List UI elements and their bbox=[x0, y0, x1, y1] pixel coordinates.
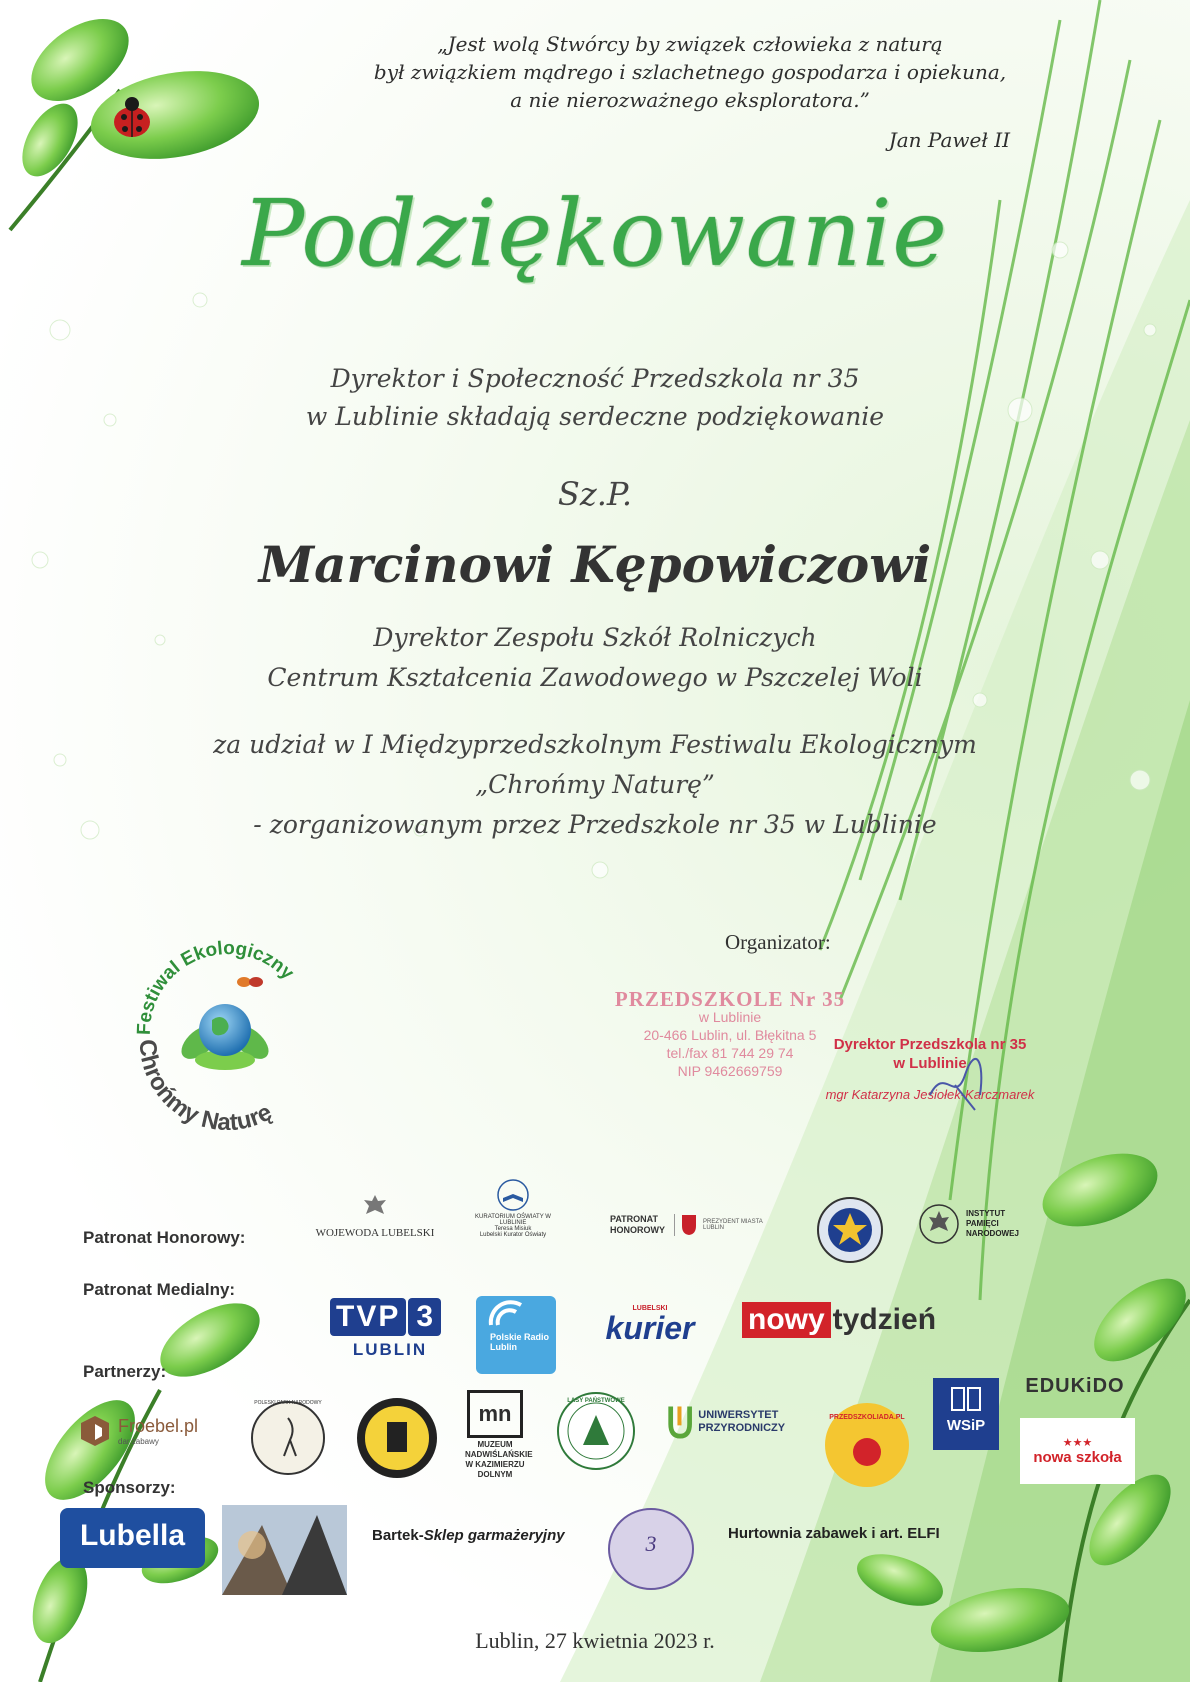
froebel-sub: dar zabawy bbox=[118, 1437, 159, 1446]
role-line: Centrum Kształcenia Zawodowego w Pszczelej Woli bbox=[267, 663, 923, 692]
quote-block bbox=[370, 30, 1010, 114]
ipn-emblem-icon bbox=[918, 1203, 960, 1245]
wsip-text: WSiP bbox=[946, 1417, 986, 1434]
patronat-medialny-label: Patronat Medialny: bbox=[83, 1280, 236, 1299]
stamp-school-name: PRZEDSZKOLE Nr 35 bbox=[614, 987, 846, 1011]
quote-line: a nie nierozważnego eksploratora.” bbox=[510, 88, 870, 112]
radio-lublin-logo bbox=[476, 1296, 556, 1374]
role-line: Dyrektor Zespołu Szkół Rolniczych bbox=[373, 623, 817, 652]
intro-line: w Lublinie składają serdeczne podziękowanie bbox=[305, 402, 885, 431]
intro-block bbox=[0, 360, 1190, 436]
reason-line: za udział w I Międzyprzedszkolnym Festiwalu Ekologicznym bbox=[213, 730, 977, 759]
quote-line: był związkiem mądrego i szlachetnego gospodarza i opiekuna, bbox=[373, 60, 1007, 84]
hurtownia-sponsor: Hurtownia zabawek i art. ELFI bbox=[728, 1525, 940, 1542]
wsip-logo bbox=[933, 1378, 999, 1450]
roztoczanski-park-logo bbox=[357, 1398, 437, 1478]
salutation: Sz.P. bbox=[557, 475, 633, 513]
book-icon bbox=[493, 1178, 533, 1212]
ipn-text: INSTYTUT PAMIĘCI NARODOWEJ bbox=[966, 1209, 1019, 1238]
wojewoda-text: WOJEWODA LUBELSKI bbox=[315, 1227, 435, 1239]
patronat-honorowy-label: Patronat Honorowy: bbox=[83, 1228, 246, 1247]
stamp-school-phone: tel./fax 81 744 29 74 bbox=[666, 1045, 794, 1061]
director-stamp-line2: w Lublinie bbox=[893, 1055, 967, 1072]
kuratorium-logo bbox=[468, 1178, 558, 1258]
nowa-szkola-logo bbox=[1020, 1418, 1135, 1484]
bartek-sponsor bbox=[372, 1527, 565, 1544]
prezydent-text: PREZYDENT MIASTA LUBLIN bbox=[703, 1219, 763, 1231]
intro-line: Dyrektor i Społeczność Przedszkola nr 35 bbox=[330, 364, 860, 393]
kuratorium-title: KURATORIUM OŚWIATY W LUBLINIE bbox=[475, 1214, 551, 1226]
signature-scribble bbox=[925, 1055, 995, 1115]
tvp-city: LUBLIN bbox=[352, 1340, 428, 1359]
lasy-text: LASY PAŃSTWOWE bbox=[567, 1398, 625, 1404]
nowa-szkola-text: nowa szkoła bbox=[1033, 1449, 1122, 1466]
nowy-tydzien-logo bbox=[742, 1300, 936, 1340]
park1-text: POLESKI PARK NARODOWY bbox=[254, 1400, 322, 1406]
park2-year: 1974 bbox=[389, 1460, 405, 1467]
police-emblem-logo bbox=[815, 1195, 885, 1265]
lublin-crest-icon bbox=[681, 1214, 697, 1236]
froebel-text: Froebel.pl bbox=[118, 1416, 199, 1436]
sponsor-round-logo bbox=[605, 1505, 697, 1593]
tvp3-logo bbox=[330, 1298, 450, 1372]
festival-logo-bottom-text: Chrońmy Naturę bbox=[133, 1038, 277, 1130]
prezydent-logo bbox=[610, 1205, 790, 1245]
muzeum-logo bbox=[465, 1390, 533, 1500]
radio-text: Polskie Radio Lublin bbox=[490, 1332, 550, 1352]
reason-block bbox=[0, 725, 1190, 845]
radio-waves-icon bbox=[486, 1300, 526, 1330]
quote-author: Jan Paweł II bbox=[888, 128, 1010, 152]
bartek-suffix: Sklep garmażeryjny bbox=[423, 1527, 565, 1544]
prezydent-label: PATRONAT HONOROWY bbox=[610, 1214, 675, 1236]
director-stamp-name: mgr Katarzyna Jesiołek-Karczmarek bbox=[825, 1087, 1035, 1102]
kuratorium-role: Lubelski Kurator Oświaty bbox=[479, 1232, 547, 1238]
festival-logo-top-text: Festiwal Ekologiczny bbox=[133, 938, 298, 1036]
kurier-text: kurier bbox=[605, 1310, 695, 1346]
ipn-logo bbox=[918, 1196, 1038, 1252]
recipient-role bbox=[0, 618, 1190, 698]
organizer-label: Organizator: bbox=[725, 930, 831, 954]
stamp-school-city: w Lublinie bbox=[698, 1009, 762, 1025]
nowy-text: nowy bbox=[742, 1302, 831, 1338]
muzeum-text: MUZEUM NADWIŚLAŃSKIE W KAZIMIERZU DOLNYM bbox=[465, 1440, 533, 1479]
muzeum-mark: mn bbox=[467, 1390, 523, 1438]
przedszkoliada-logo bbox=[822, 1400, 912, 1490]
edukido-logo bbox=[1020, 1375, 1130, 1415]
page-title: Podziękowanie bbox=[242, 180, 948, 287]
butterfly-icon bbox=[237, 977, 263, 987]
festival-logo bbox=[120, 920, 330, 1130]
kurier-logo bbox=[595, 1305, 705, 1355]
stamp-school-address: 20-466 Lublin, ul. Błękitna 5 bbox=[643, 1027, 817, 1043]
stars-icon: ★★★ bbox=[1062, 1437, 1093, 1449]
up-logo bbox=[668, 1392, 813, 1452]
sponsorzy-label: Sponsorzy: bbox=[83, 1478, 176, 1497]
bartek-prefix: Bartek- bbox=[372, 1527, 424, 1544]
stamp-school-nip: NIP 9462669759 bbox=[677, 1063, 783, 1079]
quote-line: „Jest wolą Stwórcy by związek człowieka z naturą bbox=[437, 32, 943, 56]
reason-line: - zorganizowanym przez Przedszkole nr 35 w Lublinie bbox=[253, 810, 937, 839]
director-stamp-line1: Dyrektor Przedszkola nr 35 bbox=[833, 1036, 1027, 1053]
sponsor-photo bbox=[222, 1505, 347, 1595]
up-text: UNIWERSYTET PRZYRODNICZY bbox=[698, 1409, 786, 1434]
reason-line: „Chrońmy Naturę” bbox=[475, 770, 715, 799]
kuratorium-name: Teresa Misiuk bbox=[494, 1226, 532, 1232]
wsip-book-icon bbox=[950, 1386, 982, 1412]
eagle-icon bbox=[360, 1192, 390, 1222]
tydzien-text: tydzień bbox=[832, 1303, 937, 1336]
kurier-small: LUBELSKI bbox=[632, 1305, 668, 1312]
wojewoda-logo bbox=[300, 1192, 450, 1252]
poleski-park-logo bbox=[248, 1398, 328, 1478]
froebel-logo bbox=[78, 1408, 223, 1454]
up-emblem-icon bbox=[668, 1395, 692, 1449]
froebel-cube-icon bbox=[78, 1414, 112, 1448]
date-place: Lublin, 27 kwietnia 2023 r. bbox=[475, 1628, 715, 1653]
svg-text:3: 3 bbox=[645, 1531, 657, 1556]
przedszkoliada-text: PRZEDSZKOLIADA.PL bbox=[829, 1414, 905, 1421]
partnerzy-label: Partnerzy: bbox=[83, 1362, 167, 1381]
lubella-logo: Lubella bbox=[60, 1508, 205, 1568]
edukido-text: EDUKiDO bbox=[1025, 1375, 1125, 1397]
tvp-letters: TVP bbox=[330, 1298, 406, 1336]
recipient-name: Marcinowi Kępowiczowi bbox=[258, 535, 932, 594]
tvp-number: 3 bbox=[408, 1298, 441, 1336]
lasy-panstwowe-logo bbox=[555, 1390, 637, 1472]
